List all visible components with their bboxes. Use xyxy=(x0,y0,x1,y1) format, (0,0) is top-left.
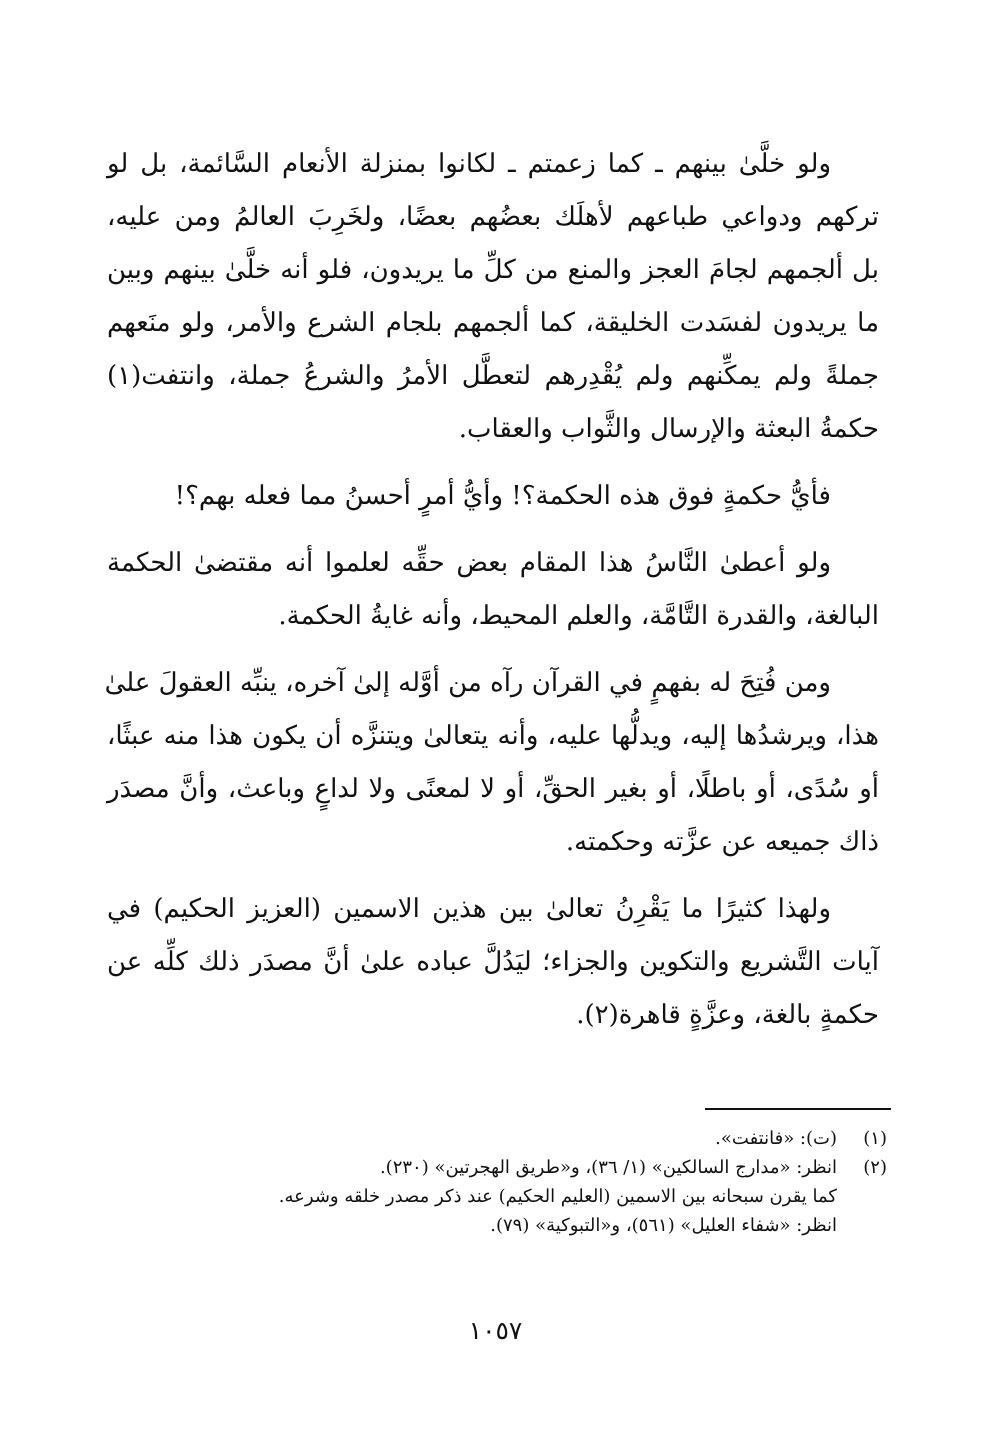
footnote-divider xyxy=(705,1108,891,1110)
footnote-number: (٢) xyxy=(863,1157,887,1178)
text-line: ولو أعطىٰ النَّاسُ هذا المقام بعض حقِّه لعلموا أنه مقتضىٰ الحكمة xyxy=(107,548,831,578)
footnote-item xyxy=(117,1153,887,1182)
text-line: ومن فُتِحَ له بفهمٍ في القرآن رآه من أوَّله إلىٰ آخره، ينبِّه العقولَ علىٰ xyxy=(104,668,831,698)
text-line: حكمةٍ بالغة، وعزَّةٍ قاهرة(٢). xyxy=(576,1000,879,1030)
paragraph-4 xyxy=(104,657,879,869)
footnote-text: انظر: «شفاء العليل» (٥٦١)، و«التبوكية» (٧٩). xyxy=(490,1215,837,1236)
text-line: تركهم ودواعي طباعهم لأهلَك بعضُهم بعضًا، ولخَرِبَ العالمُ ومن عليه، xyxy=(107,202,879,232)
footnote-item xyxy=(117,1124,887,1153)
text-line: أو سُدًى، أو باطلًا، أو بغير الحقِّ، أو لا لمعنًى ولا لداعٍ وباعث، وأنَّ مصدَر xyxy=(107,774,879,804)
footnote-continuation xyxy=(117,1182,887,1211)
text-line: آيات التَّشريع والتكوين والجزاء؛ ليَدُلَّ عباده علىٰ أنَّ مصدَر ذلك كلِّه عن xyxy=(107,947,880,977)
text-line: ولهذا كثيرًا ما يَقْرِنُ تعالىٰ بين هذين الاسمين (العزيز الحكيم) في xyxy=(107,894,831,924)
footnotes xyxy=(117,1124,887,1240)
text-line: بل ألجمهم لجامَ العجز والمنع من كلِّ ما يريدون، فلو أنه خلَّىٰ بينهم وبين xyxy=(107,255,879,285)
text-line: البالغة، والقدرة التَّامَّة، والعلم المحيط، وأنه غايةُ الحكمة. xyxy=(278,601,879,631)
footnote-number: (١) xyxy=(863,1128,887,1149)
text-line: فأيُّ حكمةٍ فوق هذه الحكمة؟! وأيُّ أمرٍ أحسنُ مما فعله بهم؟! xyxy=(174,481,831,511)
text-line: ولو خلَّىٰ بينهم ـ كما زعمتم ـ لكانوا بمنزلة الأنعام السَّائمة، بل لو xyxy=(107,149,831,179)
text-line: ذاك جميعه عن عزَّته وحكمته. xyxy=(565,827,879,857)
paragraph-1 xyxy=(107,138,879,456)
page-number: ١٠٥٧ xyxy=(468,1316,523,1345)
paragraph-gap xyxy=(107,523,879,537)
footnote-text: انظر: «مدارج السالكين» (١/ ٣٦)، و«طريق الهجرتين» (٢٣٠). xyxy=(379,1157,837,1178)
paragraph-3 xyxy=(107,537,879,643)
paragraph-gap xyxy=(107,643,879,657)
main-text xyxy=(104,138,880,1042)
paragraph-gap xyxy=(107,869,879,883)
text-line: هذا، ويرشدُها إليه، ويدلُّها عليه، وأنه يتعالىٰ ويتنزَّه أن يكون هذا منه عبثًا، xyxy=(107,721,879,751)
footnote-continuation xyxy=(117,1211,887,1240)
footnote-text: (ت): «فانتفت». xyxy=(715,1128,837,1149)
paragraph-2 xyxy=(107,470,879,523)
text-line: حكمةُ البعثة والإرسال والثَّواب والعقاب. xyxy=(458,414,879,444)
paragraph-5 xyxy=(107,883,879,1042)
paragraph-gap xyxy=(107,456,879,470)
text-line: جملةً ولم يمكِّنهم ولم يُقْدِرهم لتعطَّل الأمرُ والشرعُ جملة، وانتفت(١) xyxy=(107,361,879,391)
footnote-text: كما يقرن سبحانه بين الاسمين (العليم الحكيم) عند ذكر مصدر خلقه وشرعه. xyxy=(278,1186,837,1207)
text-line: ما يريدون لفسَدت الخليقة، كما ألجمهم بلجام الشرع والأمر، ولو منَعهم xyxy=(107,308,879,338)
